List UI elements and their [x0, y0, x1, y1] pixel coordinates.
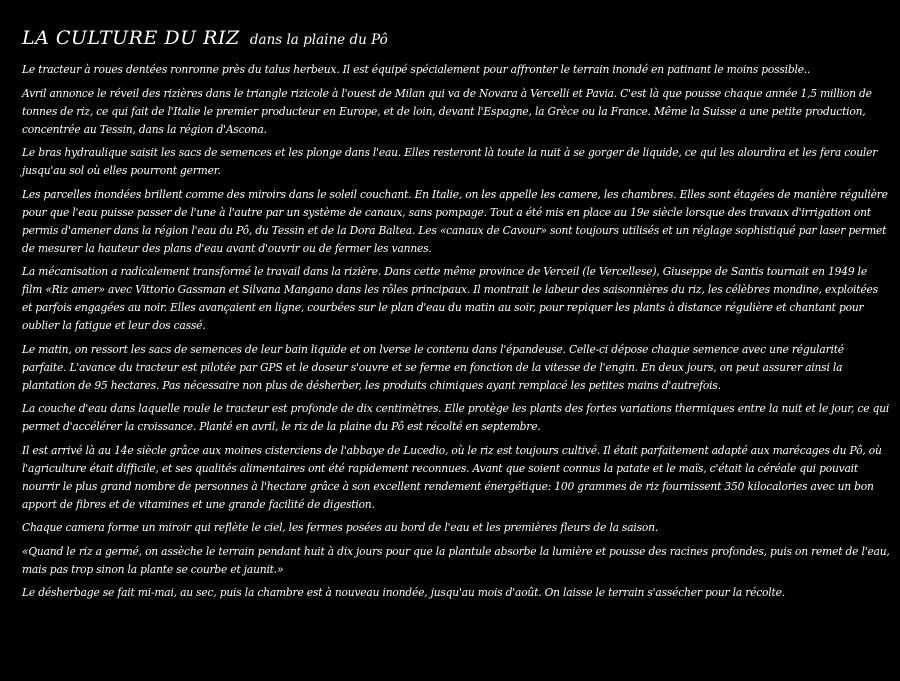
title-main: LA CULTURE DU RIZ [22, 27, 240, 49]
paragraph-water-layer: La couche d'eau dans laquelle roule le tracteur est profonde de dix centimètres. Elle protège les plants des fortes variations thermiques entre la nuit et le jour, ce qui permet d'accélérer la croissance. Planté en avril, le riz de la plaine du Pô est récolté en septembre. [22, 402, 890, 434]
paragraph-flooded-plots: Les parcelles inondées brillent comme des miroirs dans le soleil couchant. En Italie, on les appelle les camere, les chambres. Elles sont étagées de manière régulière pour que l'eau puisse passer de l'une à l'autre par un système de canaux, sans pompage. Tout a été mis en place au 19e siècle lorsque des travaux d'irrigation ont permis d'amener dans la région l'eau du Pô, du Tessin et de la Dora Baltea. Les «canaux de Cavour» sont toujours utilisés et un réglage sophistiqué par laser permet de mesurer la hauteur des plans d'eau avant d'ouvrir ou de fermer les vannes. [22, 187, 888, 255]
paragraph-morning-seeding: Le matin, on ressort les sacs de semences de leur bain liquide et on lverse le contenu dans l'épandeuse. Celle-ci dépose chaque semence avec une régularité parfaite. L'avance du tracteur est pilotée par GPS et le doseur s'ouvre et se ferme en fonction de la vitesse de l'engin. En deux jours, on peut assurer ainsi la plantation de 95 hectares. Pas nécessaire non plus de désherber, les produits chimiques ayant remplacé les petites mains d'autrefois. [22, 342, 844, 392]
paragraph-history: Il est arrivé là au 14e siècle grâce aux moines cisterciens de l'abbaye de Lucedio, où le riz est toujours cultivé. Il était parfaitement adapté aux marécages du Pô, où l'agriculture était difficile, et ses qualités alimentaires ont été rapidement reconnues. Avant que soient connus la patate et le maïs, c'était la céréale qui pouvait nourrir le plus grand nombre de personnes à l'hectare grâce à son excellent rendement énergétique: 100 grammes de riz fournissent 350 kilocalories avec un bon apport de fibres et de vitamines et une grande facilité de digestion. [22, 443, 882, 511]
title-subtitle: dans la plaine du Pô [249, 32, 388, 48]
paragraph-mechanisation: La mécanisation a radicalement transformé le travail dans la rizière. Dans cette même province de Verceil (le Vercellese), Giuseppe de Santis tournait en 1949 le film «Riz amer» avec Vittorio Gassman et Silvana Mangano dans les rôles principaux. Il montrait le labeur des saisonnières du riz, les célèbres mondine, exploitées et parfois engagées au noir. Elles avançaient en ligne, courbées sur le plan d'eau du matin au soir, pour repiquer les plants à distance régulière et chantant pour oublier la fatigue et leur dos cassé. [22, 265, 878, 333]
paragraph-hydraulic-arm: Le bras hydraulique saisit les sacs de semences et les plonge dans l'eau. Elles resteront là toute la nuit à se gorger de liquide, ce qui les alourdira et les fera couler jusqu'au sol où elles pourront germer. [22, 146, 878, 178]
paragraph-tractor: Le tracteur à roues dentées ronronne près du talus herbeux. Il est équipé spécialement pour affronter le terrain inondé en patinant le moins possible.. [22, 63, 811, 77]
article-title [22, 14, 890, 52]
paragraph-quote: «Quand le riz a germé, on assèche le terrain pendant huit à dix jours pour que la plantule absorbe la lumière et pousse des racines profondes, puis on remet de l'eau, mais pas trop sinon la plante se courbe et jaunit.» [22, 544, 890, 576]
paragraph-april-rice-fields: Avril annonce le réveil des rizières dans le triangle rizicole à l'ouest de Milan qui va de Novara à Vercelli et Pavia. C'est là que pousse chaque année 1,5 million de tonnes de riz, ce qui fait de l'Italie le premier producteur en Europe, et de loin, devant l'Espagne, la Grèce ou la France. Même la Suisse a une petite production, concentrée au Tessin, dans la région d'Ascona. [22, 86, 872, 136]
paragraph-camera-mirror: Chaque camera forme un miroir qui reflète le ciel, les fermes posées au bord de l'eau et les premières fleurs de la saison. [22, 521, 659, 535]
paragraph-weeding: Le désherbage se fait mi-mai, au sec, puis la chambre est à nouveau inondée, jusqu'au mois d'août. On laisse le terrain s'assécher pour la récolte. [22, 586, 785, 600]
